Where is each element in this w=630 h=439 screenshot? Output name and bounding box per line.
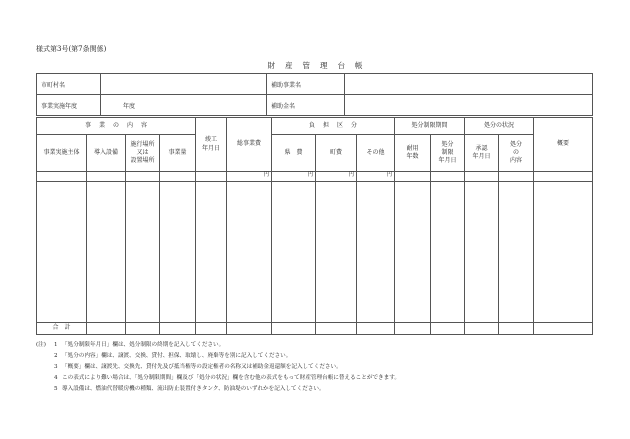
cell[interactable] xyxy=(431,172,465,182)
entry-cell[interactable] xyxy=(227,182,272,323)
cell[interactable] xyxy=(126,172,160,182)
header-line: 承認 xyxy=(475,144,488,152)
approval-date-header xyxy=(465,135,499,172)
cell[interactable] xyxy=(534,172,593,182)
title-char: 産 xyxy=(285,61,293,70)
header-line: 年月日 xyxy=(438,157,457,165)
note-number: 1 xyxy=(54,342,58,348)
info-table xyxy=(36,73,593,116)
year-suffix: 年度 xyxy=(123,102,136,110)
total-cell[interactable] xyxy=(357,323,395,335)
project-name-label: 補助事業名 xyxy=(267,74,345,95)
other-header: その他 xyxy=(357,135,395,172)
entry-cell[interactable] xyxy=(395,182,431,323)
equipment-header: 導入設備 xyxy=(87,135,126,172)
entry-cell[interactable] xyxy=(272,182,316,323)
total-cell[interactable] xyxy=(196,323,227,335)
location-header xyxy=(126,135,160,172)
useful-years-header xyxy=(395,135,431,172)
header-line: 施行場所 xyxy=(130,140,155,148)
total-label: 合 計 xyxy=(37,323,87,335)
total-cell[interactable] xyxy=(126,323,160,335)
total-cell[interactable] xyxy=(160,323,196,335)
cell[interactable] xyxy=(196,172,227,182)
cell[interactable] xyxy=(160,172,196,182)
total-cell[interactable] xyxy=(499,323,534,335)
disposal-limit-header: 処分制限期間 xyxy=(395,118,465,135)
note-text: この表式により難い場合は、「処分制限期間」欄及び「処分の状況」欄を含む他の表式をもって財産管理台帳に替えることができます。 xyxy=(62,375,400,381)
entry-cell[interactable] xyxy=(316,182,357,323)
total-cell[interactable] xyxy=(316,323,357,335)
entry-cell[interactable] xyxy=(431,182,465,323)
entry-cell[interactable] xyxy=(160,182,196,323)
town-cost-yen: 円 xyxy=(316,172,357,182)
entry-cell[interactable] xyxy=(196,182,227,323)
project-content-header xyxy=(37,118,196,135)
municipality-label: 市町村名 xyxy=(37,74,101,95)
total-cell[interactable] xyxy=(87,323,126,335)
cell[interactable] xyxy=(395,172,431,182)
entry-cell[interactable] xyxy=(37,182,87,323)
header-line: 処分 xyxy=(441,140,454,148)
burden-header xyxy=(272,118,395,135)
header-line: 年月日 xyxy=(472,153,491,160)
header-char: 容 xyxy=(141,121,148,129)
title-char: 帳 xyxy=(355,61,363,70)
entry-cell[interactable] xyxy=(534,182,593,323)
disposal-status-header: 処分の状況 xyxy=(465,118,534,135)
entry-cell[interactable] xyxy=(126,182,160,323)
title-char: 財 xyxy=(267,61,275,70)
note-number: 2 xyxy=(54,353,58,359)
total-cost-header: 総事業費 xyxy=(227,118,272,172)
header-line: 年数 xyxy=(406,153,419,160)
header-line: 内容 xyxy=(510,157,523,165)
limit-date-header xyxy=(431,135,465,172)
header-char: 担 xyxy=(323,121,330,129)
note-text: 「処分制限年月日」欄は、処分制限の終期を記入してください。 xyxy=(62,342,225,348)
total-cell[interactable] xyxy=(465,323,499,335)
town-cost-header: 町費 xyxy=(316,135,357,172)
total-cell[interactable] xyxy=(227,323,272,335)
municipality-field[interactable] xyxy=(101,74,267,95)
summary-header: 概要 xyxy=(534,118,593,172)
subsidy-name-field[interactable] xyxy=(345,95,593,116)
form-number-label: 様式第3号(第7条関係) xyxy=(36,45,107,53)
header-line: 又は xyxy=(136,148,149,156)
header-char: の xyxy=(113,121,120,129)
entry-cell[interactable] xyxy=(87,182,126,323)
project-name-field[interactable] xyxy=(345,74,593,95)
header-char: 内 xyxy=(127,121,134,129)
total-cost-yen: 円 xyxy=(227,172,272,182)
header-line: 設置場所 xyxy=(130,157,155,165)
title-char: 理 xyxy=(320,61,328,70)
other-yen: 円 xyxy=(357,172,395,182)
note-number: 5 xyxy=(54,386,58,392)
note-item xyxy=(36,384,400,395)
title-char: 台 xyxy=(337,61,345,70)
title-char: 管 xyxy=(302,61,310,70)
note-item xyxy=(36,340,400,351)
header-line: 耐用 xyxy=(406,144,419,152)
notes-label: (注) xyxy=(36,342,46,348)
header-char: 分 xyxy=(351,121,358,129)
cell[interactable] xyxy=(87,172,126,182)
total-cell[interactable] xyxy=(431,323,465,335)
note-item xyxy=(36,373,400,384)
header-line: 処分 xyxy=(510,140,523,148)
header-char: 業 xyxy=(98,121,105,129)
pref-cost-header: 県 費 xyxy=(272,135,316,172)
completion-date-header xyxy=(196,118,227,172)
total-cell[interactable] xyxy=(272,323,316,335)
header-char: 区 xyxy=(337,121,344,129)
pref-cost-yen: 円 xyxy=(272,172,316,182)
cell[interactable] xyxy=(37,172,87,182)
header-line: 竣工 xyxy=(205,136,218,144)
note-item xyxy=(36,362,400,373)
notes xyxy=(36,340,400,395)
note-text: 「概要」欄は、譲渡先、交換先、貸付先及び抵当権等の設定権者の名称又は補助金返還額を記入してください。 xyxy=(62,364,342,370)
cell[interactable] xyxy=(465,172,499,182)
header-line: 制限 xyxy=(441,148,454,156)
document-title xyxy=(0,60,630,71)
header-line: の xyxy=(513,148,520,156)
implementer-header: 事業実施主体 xyxy=(37,135,87,172)
note-item xyxy=(36,351,400,362)
entry-cell[interactable] xyxy=(465,182,499,323)
note-number: 4 xyxy=(54,375,58,381)
note-text: 導入設備は、燃油代替暖房機の種類、流出防止装置付きタンク、防油堤のいずれかを記入してください。 xyxy=(62,386,325,392)
entry-cell[interactable] xyxy=(499,182,534,323)
fiscal-year-field[interactable] xyxy=(101,95,267,116)
header-char: 負 xyxy=(308,121,315,129)
quantity-header: 事業量 xyxy=(160,135,196,172)
entry-cell[interactable] xyxy=(357,182,395,323)
subsidy-name-label: 補助金名 xyxy=(267,95,345,116)
note-text: 「処分の内容」欄は、譲渡、交換、貸付、担保、取壊し、廃棄等を別に記入してください。 xyxy=(62,353,292,359)
total-cell[interactable] xyxy=(395,323,431,335)
fiscal-year-label: 事業実施年度 xyxy=(37,95,101,116)
note-number: 3 xyxy=(54,364,58,370)
disposal-content-header xyxy=(499,135,534,172)
header-char: 事 xyxy=(84,121,91,129)
total-cell[interactable] xyxy=(534,323,593,335)
property-ledger-table xyxy=(36,117,593,335)
header-line: 年月日 xyxy=(202,144,221,152)
cell[interactable] xyxy=(499,172,534,182)
